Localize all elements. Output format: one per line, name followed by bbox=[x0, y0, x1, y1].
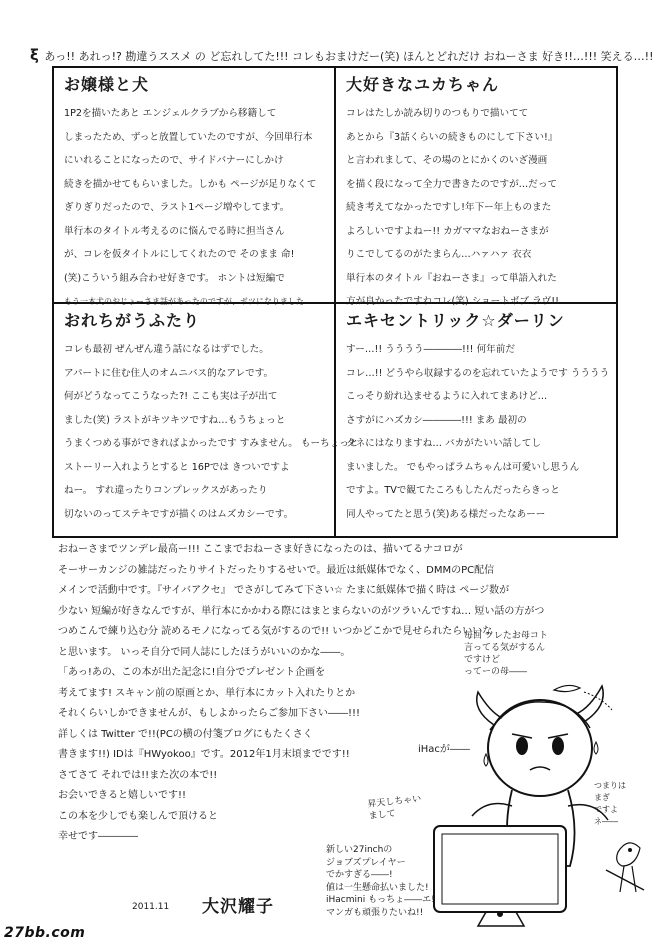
afterword-line: さてさて それでは!!また次の本で!! bbox=[58, 769, 218, 781]
doodle-line: 言ってる気がするん bbox=[464, 643, 546, 653]
note-line: ぎりぎりだったので、ラスト1ページ増やしてます。 bbox=[64, 202, 290, 213]
panel-body bbox=[346, 102, 606, 314]
note-line: が、コレを仮タイトルにしてくれたので そのまま 命! bbox=[64, 249, 295, 260]
signature-name: 大沢耀子 bbox=[202, 897, 274, 917]
top-banner bbox=[30, 44, 654, 66]
doodle-monitor-caption bbox=[326, 844, 435, 919]
note-line: よろしいですよねー!! カガママなおねーさまが bbox=[346, 225, 549, 237]
story-note-panel bbox=[54, 68, 336, 304]
note-line: 方が良かったですねコレ(笑) ショートボブ ラヴ!! bbox=[346, 296, 559, 307]
doodle-line: つまりは bbox=[594, 781, 626, 790]
note-line: を描く段になって全力で書きたのですが…だって bbox=[346, 178, 558, 190]
afterword-line: そーサーカンジの雑誌だったりサイトだったりするせいで。最近は紙媒体でなく、DMMのPC配信 bbox=[58, 564, 495, 576]
note-line: もう一本犬のおじょーさま話があったのですが、ボツになりました bbox=[64, 297, 304, 306]
squiggle-mark: ξ bbox=[30, 46, 39, 64]
note-line: 単行本のタイトル『おねーさま』って単語入れた bbox=[346, 272, 557, 284]
doodle-speech-right bbox=[594, 780, 626, 828]
afterword-line: 書きます!!) IDは『HWyokoo』です。2012年1月末頃までです!! bbox=[58, 749, 350, 760]
story-note-panel bbox=[336, 304, 616, 536]
note-line: まいました。 でもやっぱラムちゃんは可愛いし思うん bbox=[346, 461, 580, 473]
afterword-line: おねーさまでツンデレ最高ー!!! ここまでおねーさま好きになったのは、描いてるナコロが bbox=[58, 544, 463, 555]
note-line: と言われまして、その場のとにかくのいざ漫画 bbox=[346, 155, 548, 166]
note-line: コレ…!! どうやら収録するのを忘れていたようです うううう bbox=[346, 367, 610, 379]
site-watermark: 27bb.com bbox=[4, 925, 86, 941]
note-line: しまったため、ずっと放置していたのですが、今回単行本 bbox=[64, 131, 313, 143]
story-note-panel bbox=[54, 304, 359, 536]
note-line: 切ないのってステキですが描くのはムズカシーです。 bbox=[64, 508, 294, 520]
doodle-line: 毎回 ソレたお母コト bbox=[464, 631, 548, 641]
note-line: ました(笑) ラストがキツキツですね…もうちょっと bbox=[64, 414, 286, 426]
afterword-line: それくらいしかできませんが、もしよかったらご参加下さい――!!! bbox=[58, 708, 361, 719]
note-line: にいれることになったので、サイドバナーにしかけ bbox=[64, 155, 284, 166]
note-line: 続きを描かせてもらいました。しかも ページが足りなくて bbox=[64, 178, 317, 190]
doodle-line: 昇天しちゃい bbox=[366, 794, 422, 810]
doodle-line: ですよ bbox=[594, 805, 618, 814]
doodle-line: 新しい27inchの bbox=[326, 845, 393, 855]
note-line: タネにはなりますね… バカがたいい話してし bbox=[346, 438, 541, 449]
note-line: さすがにハズカシ――――!!! まあ 最初の bbox=[346, 414, 527, 426]
afterword-line: 考えてます! スキャン前の原画とか、単行本にカット入れたりとか bbox=[58, 687, 356, 699]
panel-title: おれちがうふたり bbox=[64, 311, 201, 330]
doodle-line: 値は一生懸命払いました! bbox=[326, 882, 429, 893]
note-line: コレも最初 ぜんぜん違う話になるはずでした。 bbox=[64, 344, 269, 355]
panel-title: お嬢様と犬 bbox=[64, 75, 150, 94]
doodle-line: マンガも頑張りたいね!! bbox=[326, 907, 424, 918]
doodle-line: iHacmini もっちょ――エ! bbox=[326, 895, 435, 905]
panel-title: 大好きなユカちゃん bbox=[346, 75, 500, 94]
note-line: うまくつめる事ができればよかったです すみません。 もーちょっと bbox=[64, 438, 359, 449]
doodle-line: まぎ bbox=[594, 793, 610, 802]
banner-text: あっ!! あれっ!? 勘違うススメ の ど忘れしてた!!! コレもおまけだー(笑) ほんとどれだけ おねーさま 好き!!…!!! 笑える…!! bbox=[44, 50, 654, 63]
note-line: すー…!! うううう――――!!! 何年前だ bbox=[346, 344, 515, 355]
signature-date: 2011.11 bbox=[132, 902, 170, 912]
note-line: ストーリー入れようとすると 16Pでは きついですよ bbox=[64, 461, 290, 473]
panel-body bbox=[64, 338, 359, 526]
note-line: ねー。 すれ違ったりコンプレックスがあったり bbox=[64, 485, 268, 496]
afterword-line: 「あっ!あの、この本が出た記念に!自分でプレゼント企画を bbox=[58, 667, 326, 678]
note-line: 続き考えてなかったですし!年下ー年上ものまた bbox=[346, 202, 552, 213]
afterword-line: お会いできると嬉しいです!! bbox=[58, 790, 187, 801]
afterword-line: 幸せです―――― bbox=[58, 831, 138, 842]
story-notes-grid bbox=[52, 66, 618, 538]
note-line: アパートに住む住人のオムニバス的なアレです。 bbox=[64, 367, 274, 379]
note-line: コレはたしか読み切りのつもりで描いてて bbox=[346, 108, 529, 119]
panel-title: エキセントリック☆ダーリン bbox=[346, 311, 565, 330]
doodle-line: でかすぎる――! bbox=[326, 870, 393, 880]
doodle-line: ジョブズプレイヤー bbox=[326, 857, 406, 868]
story-note-panel bbox=[336, 68, 616, 307]
afterword-line: と思います。 いっそ自分で同人誌にしたほうがいいのかな――。 bbox=[58, 646, 351, 658]
afterword-line: この本を少しでも楽しんで頂けると bbox=[58, 810, 218, 822]
note-line: 同人やってたと思う(笑)ある様だったなあーー bbox=[346, 508, 546, 520]
note-line: 単行本のタイトル考えるのに悩んでる時に担当さん bbox=[64, 225, 285, 237]
doodle-line: ってーの母―― bbox=[464, 667, 528, 677]
note-line: (笑)こういう組み合わせ好きです。 ホントは短編で bbox=[64, 272, 285, 284]
note-line: あとから『3話くらいの続きものにして下さい!』 bbox=[346, 131, 558, 143]
note-line: 何がどうなってこうなった?! ここも実は子が出て bbox=[64, 391, 278, 402]
doodle-line: ですけど bbox=[464, 655, 501, 665]
doodle-line: ネ―― bbox=[594, 817, 618, 826]
afterword-line: メインで活動中です。『サイバアクセ』 でさがしてみて下さい☆ たまに紙媒体で描く時は ページ数が bbox=[58, 585, 510, 596]
doodle-ihac-label: iHacが―― bbox=[418, 744, 470, 755]
note-line: こっそり紛れ込ませるように入れてまあけど… bbox=[346, 391, 548, 402]
panel-body bbox=[64, 102, 324, 314]
note-line: ですよ。TVで観てたころもしたんだったらきっと bbox=[346, 485, 560, 496]
afterword-line: 少ない 短編が好きなんですが、単行本にかかわる際にはまとまらないのがツラいんですね… 短い話の方がつ bbox=[58, 605, 545, 617]
character-doodle bbox=[326, 630, 652, 930]
doodle-line: まして bbox=[368, 808, 397, 822]
panel-body bbox=[346, 338, 610, 526]
note-line: 1P2を描いたあと エンジェルクラブから移籍して bbox=[64, 108, 277, 119]
afterword-line: 詳しくは Twitter で!!(PCの横の付箋ブログにもたくさく bbox=[58, 728, 313, 740]
afterword-line: つめこんで練り込む分 読めるモノになってる気がするので!! いつかどこかで見せられたらいいな bbox=[58, 626, 493, 637]
note-line: りこでしてるのがたまらん…ハァハァ 衣衣 bbox=[346, 249, 532, 260]
